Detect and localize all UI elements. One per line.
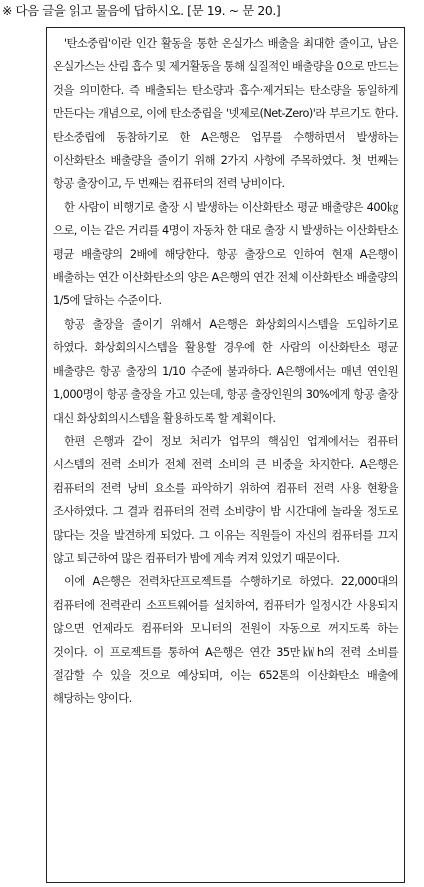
- passage-box: [46, 27, 405, 883]
- passage-paragraph-carbon-neutrality: '탄소중립'이란 인간 활동을 통한 온실가스 배출을 최대한 줄이고, 남은 온실가스는 산림 흡수 및 제거활동을 통해 실질적인 배출량을 0으로 만드는 것을 의미한다. 즉 배출되는 탄소량과 흡수·제거되는 탄소량을 동일하게 만든다는 개념으로, 이에 탄소중립을 '넷제로(Net-Zero)'라 부르기도 한다. 탄소중립에 동참하기로 한 A은행은 업무를 수행하면서 발생하는 이산화탄소 배출량을 줄이기 위해 2가지 사항에 주목하였다. 첫 번째는 항공 출장이고, 두 번째는 컴퓨터의 전력 낭비이다.: [53, 37, 398, 191]
- passage-paragraph-power-cutoff-project: 이에 A은행은 전력차단프로젝트를 수행하기로 하였다. 22,000대의 컴퓨터에 전력관리 소프트웨어를 설치하여, 컴퓨터가 일정시간 사용되지 않으면 언제라도 컴퓨터와 모니터의 전원이 자동으로 꺼지도록 하는 것이다. 이 프로젝트를 통하여 A은행은 연간 35만㎾h의 전력 소비를 절감할 수 있을 것으로 예상되며, 이는 652톤의 이산화탄소 배출에 해당하는 양이다.: [53, 575, 398, 706]
- passage-paragraph-video-conference: 항공 출장을 줄이기 위해서 A은행은 화상회의시스템을 도입하기로 하였다. 화상회의시스템을 활용할 경우에 한 사람의 이산화탄소 평균 배출량은 항공 출장의 1/10 수준에 불과하다. A은행에서는 매년 연인원 1,000명이 항공 출장을 가고 있는데, 항공 출장인원의 30%에게 항공 출장 대신 화상회의시스템을 활용하도록 할 계획이다.: [53, 317, 398, 425]
- passage-paragraph-computer-power: 한편 은행과 같이 정보 처리가 업무의 핵심인 업계에서는 컴퓨터 시스템의 전력 소비가 전체 전력 소비의 큰 비중을 차지한다. A은행은 컴퓨터의 전력 낭비 요소를 파악하기 위하여 컴퓨터 전력 사용 현황을 조사하였다. 그 결과 컴퓨터의 전력 소비량이 밤 시간대에 놀라울 정도로 많다는 것을 발견하게 되었다. 그 이유는 직원들이 자신의 컴퓨터를 끄지 않고 퇴근하여 많은 컴퓨터가 밤에 계속 켜져 있었기 때문이다.: [53, 434, 398, 565]
- question-instruction: ※ 다음 글을 읽고 물음에 답하시오. [문 19. ~ 문 20.]: [2, 3, 281, 18]
- passage-paragraph-air-travel: 한 사람이 비행기로 출장 시 발생하는 이산화탄소 평균 배출량은 400㎏으로, 이는 같은 거리를 4명이 자동차 한 대로 출장 시 발생하는 이산화탄소 평균 배출량의 2배에 해당한다. 항공 출장으로 인하여 현재 A은행이 배출하는 연간 이산화탄소의 양은 A은행의 연간 전체 이산화탄소 배출량의 1/5에 달하는 수준이다.: [53, 200, 398, 308]
